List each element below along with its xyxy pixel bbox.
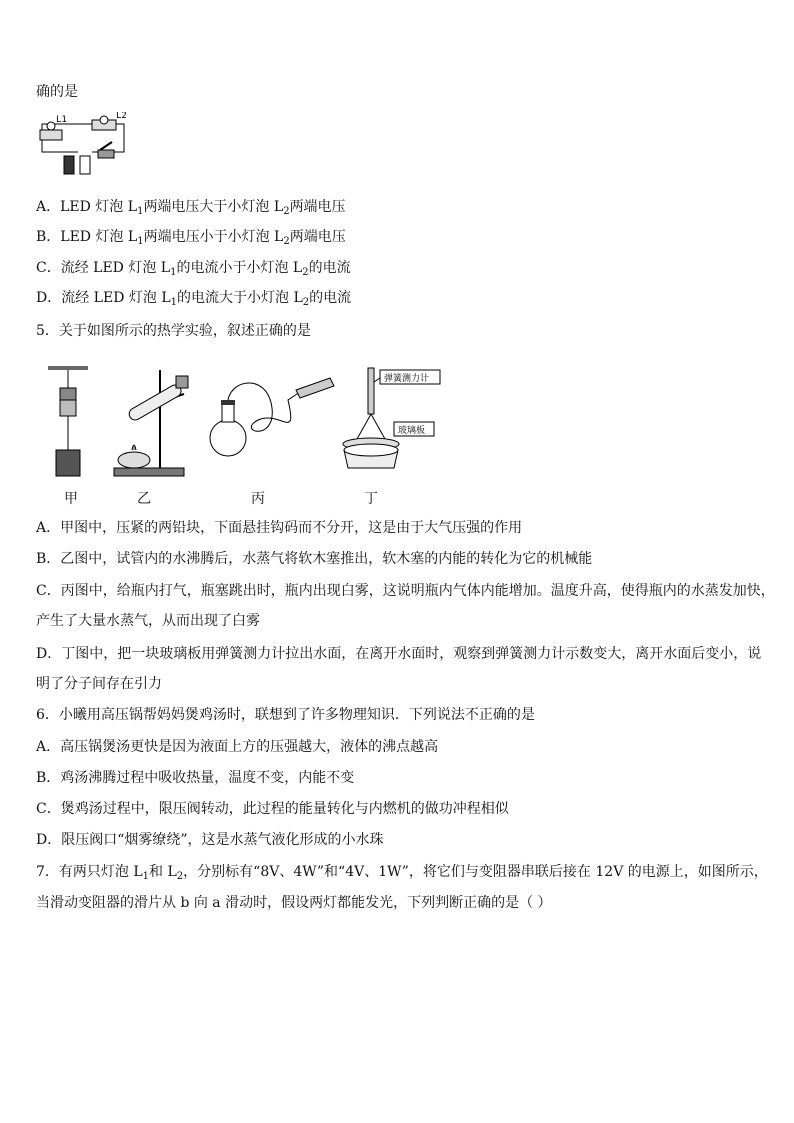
q6-option-d: D．限压阀口“烟雾缭绕”，这是水蒸气液化形成的小水珠 xyxy=(36,832,384,848)
q4-stem-tail: 确的是 xyxy=(36,84,78,100)
q5-figure-yi xyxy=(110,366,202,478)
q7-stem-line2: 当滑动变阻器的滑片从 b 向 a 滑动时，假设两灯都能发光，下列判断正确的是（ ） xyxy=(36,895,552,911)
q4-option-c: C．流经 LED 灯泡 $L_1$的电流小于小灯泡 $L_2$的电流 xyxy=(36,260,351,278)
q5-option-c-line2: 产生了大量水蒸气，从而出现了白雾 xyxy=(36,613,260,629)
q5-figure-bing xyxy=(208,372,338,468)
q6-option-c: C．煲鸡汤过程中，限压阀转动，此过程的能量转化与内燃机的做功冲程相似 xyxy=(36,801,509,817)
q5-caption-bing: 丙 xyxy=(251,491,265,507)
q5-caption-jia: 甲 xyxy=(64,491,78,507)
q5-label-glass-plate: 玻璃板 xyxy=(398,426,426,436)
q5-option-c-line1: C．丙图中，给瓶内打气，瓶塞跳出时，瓶内出现白雾，这说明瓶内气体内能增加。温度升高，使得瓶内的水蒸发加快， xyxy=(36,583,775,599)
q7-stem-line1: 7．有两只灯泡 $L_1$和 $L_2$，分别标有“8V、4W”和“4V、1W”，将它们与变阻器串联后接在 12V 的电源上，如图所示， xyxy=(36,864,768,882)
q5-figure-jia xyxy=(44,366,94,478)
q4-circuit-figure xyxy=(36,112,136,182)
q5-stem: 5．关于如图所示的热学实验，叙述正确的是 xyxy=(36,323,311,339)
q4-label-l1: L1 xyxy=(56,115,67,125)
q5-caption-yi: 乙 xyxy=(137,491,151,507)
q6-option-a: A．高压锅煲汤更快是因为液面上方的压强越大，液体的沸点越高 xyxy=(36,739,439,755)
q4-label-l2: L2 xyxy=(116,112,127,121)
q4-option-a: A．LED 灯泡 $L_1$两端电压大于小灯泡 $L_2$两端电压 xyxy=(36,199,346,217)
q4-option-b: B．LED 灯泡 $L_1$两端电压小于小灯泡 $L_2$两端电压 xyxy=(36,229,346,247)
q5-option-b: B．乙图中，试管内的水沸腾后，水蒸气将软木塞推出，软木塞的内能的转化为它的机械能 xyxy=(36,551,593,567)
q5-option-d-line1: D．丁图中，把一块玻璃板用弹簧测力计拉出水面，在离开水面时，观察到弹簧测力计示数变大，离开水面后变小，说 xyxy=(36,646,762,662)
q6-option-b: B．鸡汤沸腾过程中吸收热量，温度不变，内能不变 xyxy=(36,770,355,786)
q5-label-spring-scale: 弹簧测力计 xyxy=(384,374,430,384)
q5-caption-ding: 丁 xyxy=(364,491,378,507)
q5-option-a: A．甲图中，压紧的两铅块，下面悬挂钩码而不分开，这是由于大气压强的作用 xyxy=(36,520,523,536)
q5-figure-ding xyxy=(340,364,450,474)
q5-option-d-line2: 明了分子间存在引力 xyxy=(36,676,162,692)
q4-option-d: D．流经 LED 灯泡 $L_1$的电流大于小灯泡 $L_2$的电流 xyxy=(36,290,352,308)
q6-stem: 6．小曦用高压锅帮妈妈煲鸡汤时，联想到了许多物理知识．下列说法不正确的是 xyxy=(36,707,535,723)
